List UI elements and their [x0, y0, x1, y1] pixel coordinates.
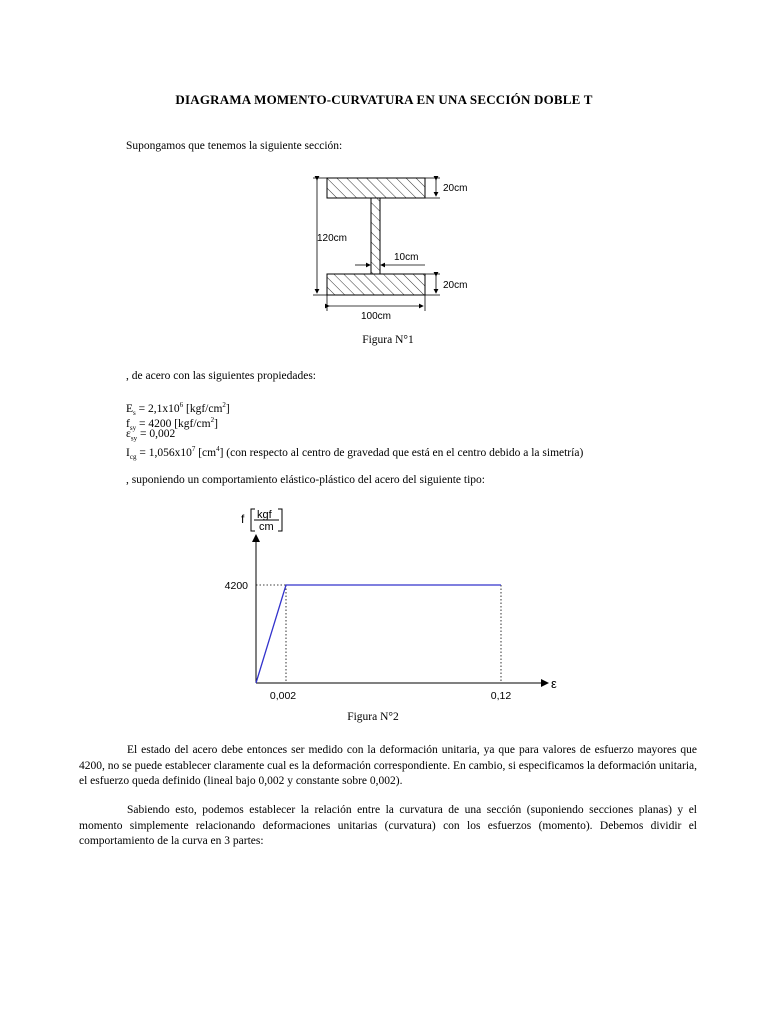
figure2-caption: Figura N°2 [347, 711, 399, 723]
chart-guides [256, 585, 501, 683]
bottom-flange-dimension [425, 274, 440, 295]
y-axis-unit-denominator: cm [259, 521, 274, 533]
y-tick-label: 4200 [224, 580, 248, 592]
properties-list [126, 398, 584, 461]
x-axis-symbol: ε [551, 676, 557, 691]
paragraph-1: El estado del acero debe entonces ser medido con la deformación unitaria, ya que para valores de esfuerzo mayores que 4200, no se puede establecer claramente cual es la deformación correspondiente. En cambio, si especificamos la deformación unitaria, el esfuerzo queda definido (lineal bajo 0,002 y constante sobre 0,002). [79, 744, 697, 788]
property-fsy: $f_{sy} = 4200$ $[kgf/cm^2]$ [126, 415, 218, 432]
property-es: $E_s = 2,1x10^6$ $[kgf/cm^2]$ [126, 401, 230, 418]
width-dimension [327, 295, 425, 311]
top-flange-dimension [425, 178, 440, 198]
x-tick-label-1: 0,002 [269, 690, 297, 702]
y-axis-unit-numerator: kgf [257, 509, 272, 521]
behavior-intro: , suponiendo un comportamiento elástico-plástico del acero del siguiente tipo: [126, 474, 485, 486]
top-flange-label: 20cm [443, 183, 468, 194]
property-icg: $I_{cg} = 1,056x10^7$ $[cm^4]$ (con respecto al centro de gravedad que está en el centro debido a la simetría) [126, 444, 584, 461]
web-label: 10cm [394, 252, 419, 263]
top-flange [327, 178, 425, 198]
section-figure [0, 0, 768, 340]
bottom-flange [327, 274, 425, 295]
intro-text: Supongamos que tenemos la siguiente sección: [126, 140, 343, 152]
x-tick-label-2: 0,12 [490, 690, 512, 702]
stress-strain-chart [0, 500, 768, 720]
paragraph-2: Sabiendo esto, podemos establecer la relación entre la curvatura de una sección (suponiendo secciones planas) y el momento simplemente relacionando deformaciones unitarias (curvatura) con los esfuerzos (momento). Debemos dividir el comportamiento de la curva en 3 partes: [79, 804, 697, 848]
properties-intro: , de acero con las siguientes propiedades: [126, 370, 317, 382]
web [371, 198, 380, 274]
property-esy: $\varepsilon_{sy} = 0,002$ [126, 428, 176, 443]
chart-ticks [225, 580, 512, 702]
figure1-caption: Figura N°1 [362, 334, 414, 346]
document-title: DIAGRAMA MOMENTO-CURVATURA EN UNA SECCIÓN DOBLE T [175, 92, 593, 107]
width-label: 100cm [361, 311, 392, 322]
bottom-flange-label: 20cm [443, 280, 468, 291]
stress-strain-series [256, 585, 501, 683]
y-axis-symbol: f [241, 512, 245, 526]
height-label: 120cm [317, 233, 348, 244]
